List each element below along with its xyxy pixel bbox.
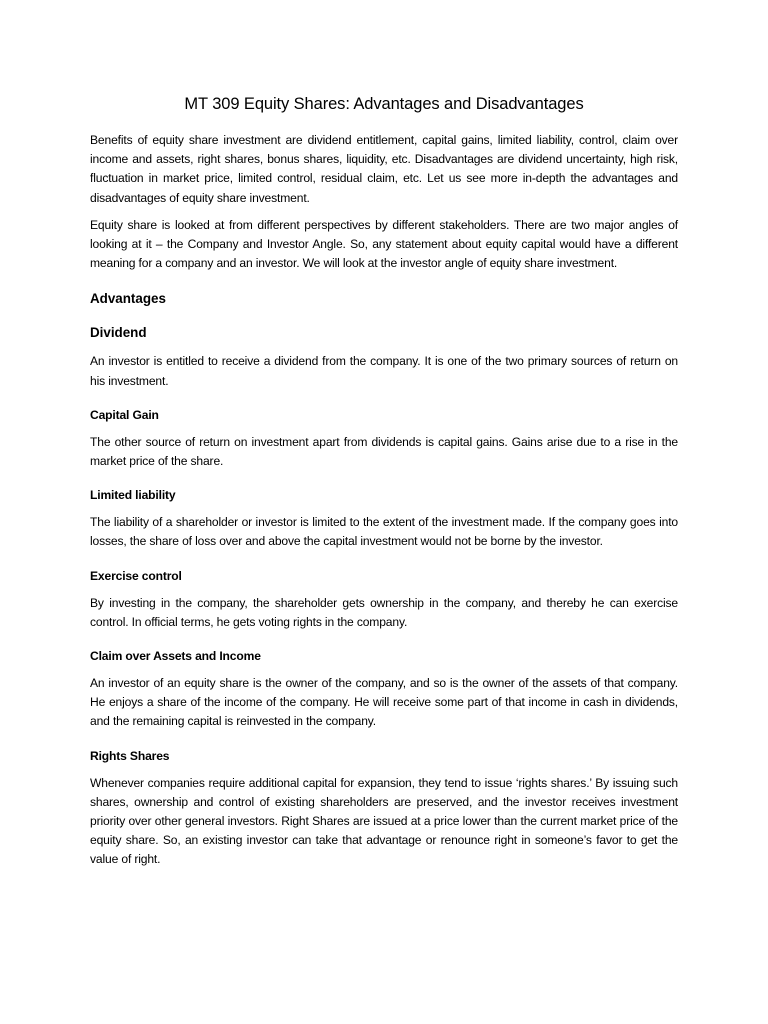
page-title: MT 309 Equity Shares: Advantages and Disadvantages (184, 95, 584, 113)
section-heading-exercise-control: Exercise control (90, 568, 182, 583)
section-body-dividend: An investor is entitled to receive a dividend from the company. It is one of the two primary sources of return on his investment. (90, 354, 678, 388)
document-page (90, 93, 678, 878)
section-heading-limited-liability: Limited liability (90, 488, 176, 503)
section-body-limited-liability: The liability of a shareholder or investor is limited to the extent of the investment made. If the company goes into losses, the share of loss over and above the capital investment would not be borne by the investor. (90, 515, 678, 549)
intro-paragraph-2: Equity share is looked at from different perspectives by different stakeholders. There are two major angles of looking at it – the Company and Investor Angle. So, any statement about equity capital would have a different meaning for a company and an investor. We will look at the investor angle of equity share investment. (90, 217, 678, 271)
advantages-heading: Advantages (90, 291, 166, 307)
section-body-exercise-control: By investing in the company, the shareholder gets ownership in the company, and thereby he can exercise control. In official terms, he gets voting rights in the company. (90, 595, 678, 629)
section-heading-capital-gain: Capital Gain (90, 407, 159, 422)
section-body-capital-gain: The other source of return on investment apart from dividends is capital gains. Gains arise due to a rise in the market price of the share. (90, 434, 678, 469)
section-heading-rights-shares: Rights Shares (90, 748, 170, 763)
section-body-claim-over-assets: An investor of an equity share is the owner of the company, and so is the owner of the assets of that company. He enjoys a share of the income of the company. He will receive some part of that income in cash in dividends, and the remaining capital is reinvested in the company. (90, 676, 678, 729)
intro-paragraph-1: Benefits of equity share investment are dividend entitlement, capital gains, limited liability, control, claim over income and assets, right shares, bonus shares, liquidity, etc. Disadvantages are dividend uncertainty, high risk, fluctuation in market price, limited control, residual claim, etc. Let us see more in-depth the advantages and disadvantages of equity share investment. (90, 133, 678, 205)
section-heading-dividend: Dividend (90, 325, 147, 341)
section-heading-claim-over-assets: Claim over Assets and Income (90, 649, 261, 664)
section-body-rights-shares: Whenever companies require additional capital for expansion, they tend to issue ‘rights shares.’ By issuing such shares, ownership and control of existing shareholders are preserved, and the investor receives investment priority over other general investors. Right Shares are issued at a price lower than the current market price of the equity share. So, an existing investor can take that advantage or renounce right in someone’s favor to get the value of right. (90, 775, 678, 867)
